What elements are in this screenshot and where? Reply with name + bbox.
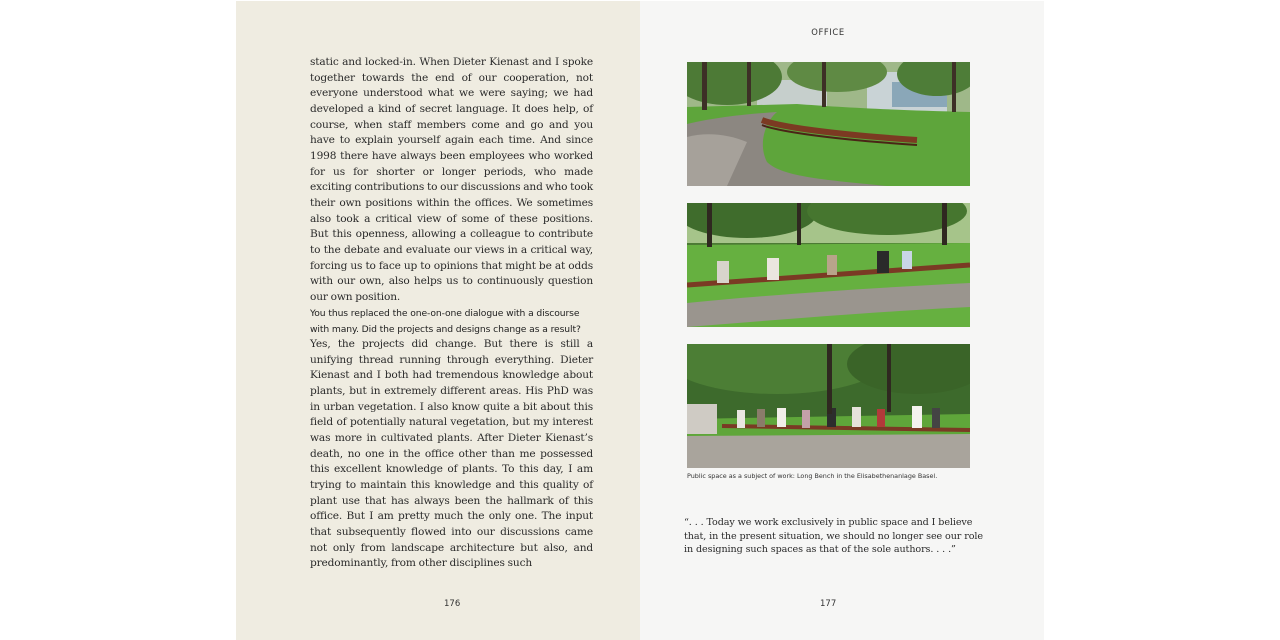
- photo-long-bench-empty: [687, 62, 970, 186]
- pull-quote: “. . . Today we work exclusively in public space and I believe that, in the present situation, we should no longer see our role in designing such spaces as that of the sole authors. . . .”: [684, 517, 983, 556]
- book-spread: [236, 1, 1044, 640]
- left-page: [236, 1, 640, 640]
- interview-question: You thus replaced the one-on-one dialogue with a discourse with many. Did the projects and designs change as a result?: [310, 308, 581, 335]
- running-head: OFFICE: [811, 27, 845, 37]
- page-number: 177: [820, 599, 837, 609]
- body-paragraph: Yes, the projects did change. But there is still a unifying thread running through everything. Dieter Kienast and I both had tremendous knowledge about plants, but in extremely different areas. His PhD was in urban vegetation. I also know quite a bit about this field of potentially natural vegetation, but my interest was more in cultivated plants. After Dieter Kienast’s death, no one in the office other than me possessed this excellent knowledge of plants. To this day, I am trying to maintain this knowledge and this quality of plant use that has always been the hallmark of this office. But I am pretty much the only one. The input that subsequently flowed into our discussions came not only from landscape architecture but also, and predominantly, from other disciplines such: [310, 338, 593, 570]
- page-number: 176: [444, 599, 461, 609]
- body-paragraph: static and locked-in. When Dieter Kienast and I spoke together towards the end of our cooperation, not everyone understood what we were saying; we had developed a kind of secret language. It does help, of course, when staff members come and go and you have to explain yourself again each time. And since 1998 there have always been employees who worked for us for shorter or longer periods, who made exciting contributions to our discussions and who took their own positions within the offices. We sometimes also took a critical view of some of these positions. But this openness, allowing a colleague to contribute to the debate and evaluate our views in a critical way, forcing us to face up to opinions that might be at odds with our own, also helps us to continuously question our own position.: [310, 56, 593, 303]
- photo-long-bench-people: [687, 203, 970, 327]
- photo-long-bench-crowded: [687, 344, 970, 468]
- photo-caption: Public space as a subject of work: Long Bench in the Elisabethenanlage Basel.: [687, 472, 938, 480]
- right-page: [640, 1, 1044, 640]
